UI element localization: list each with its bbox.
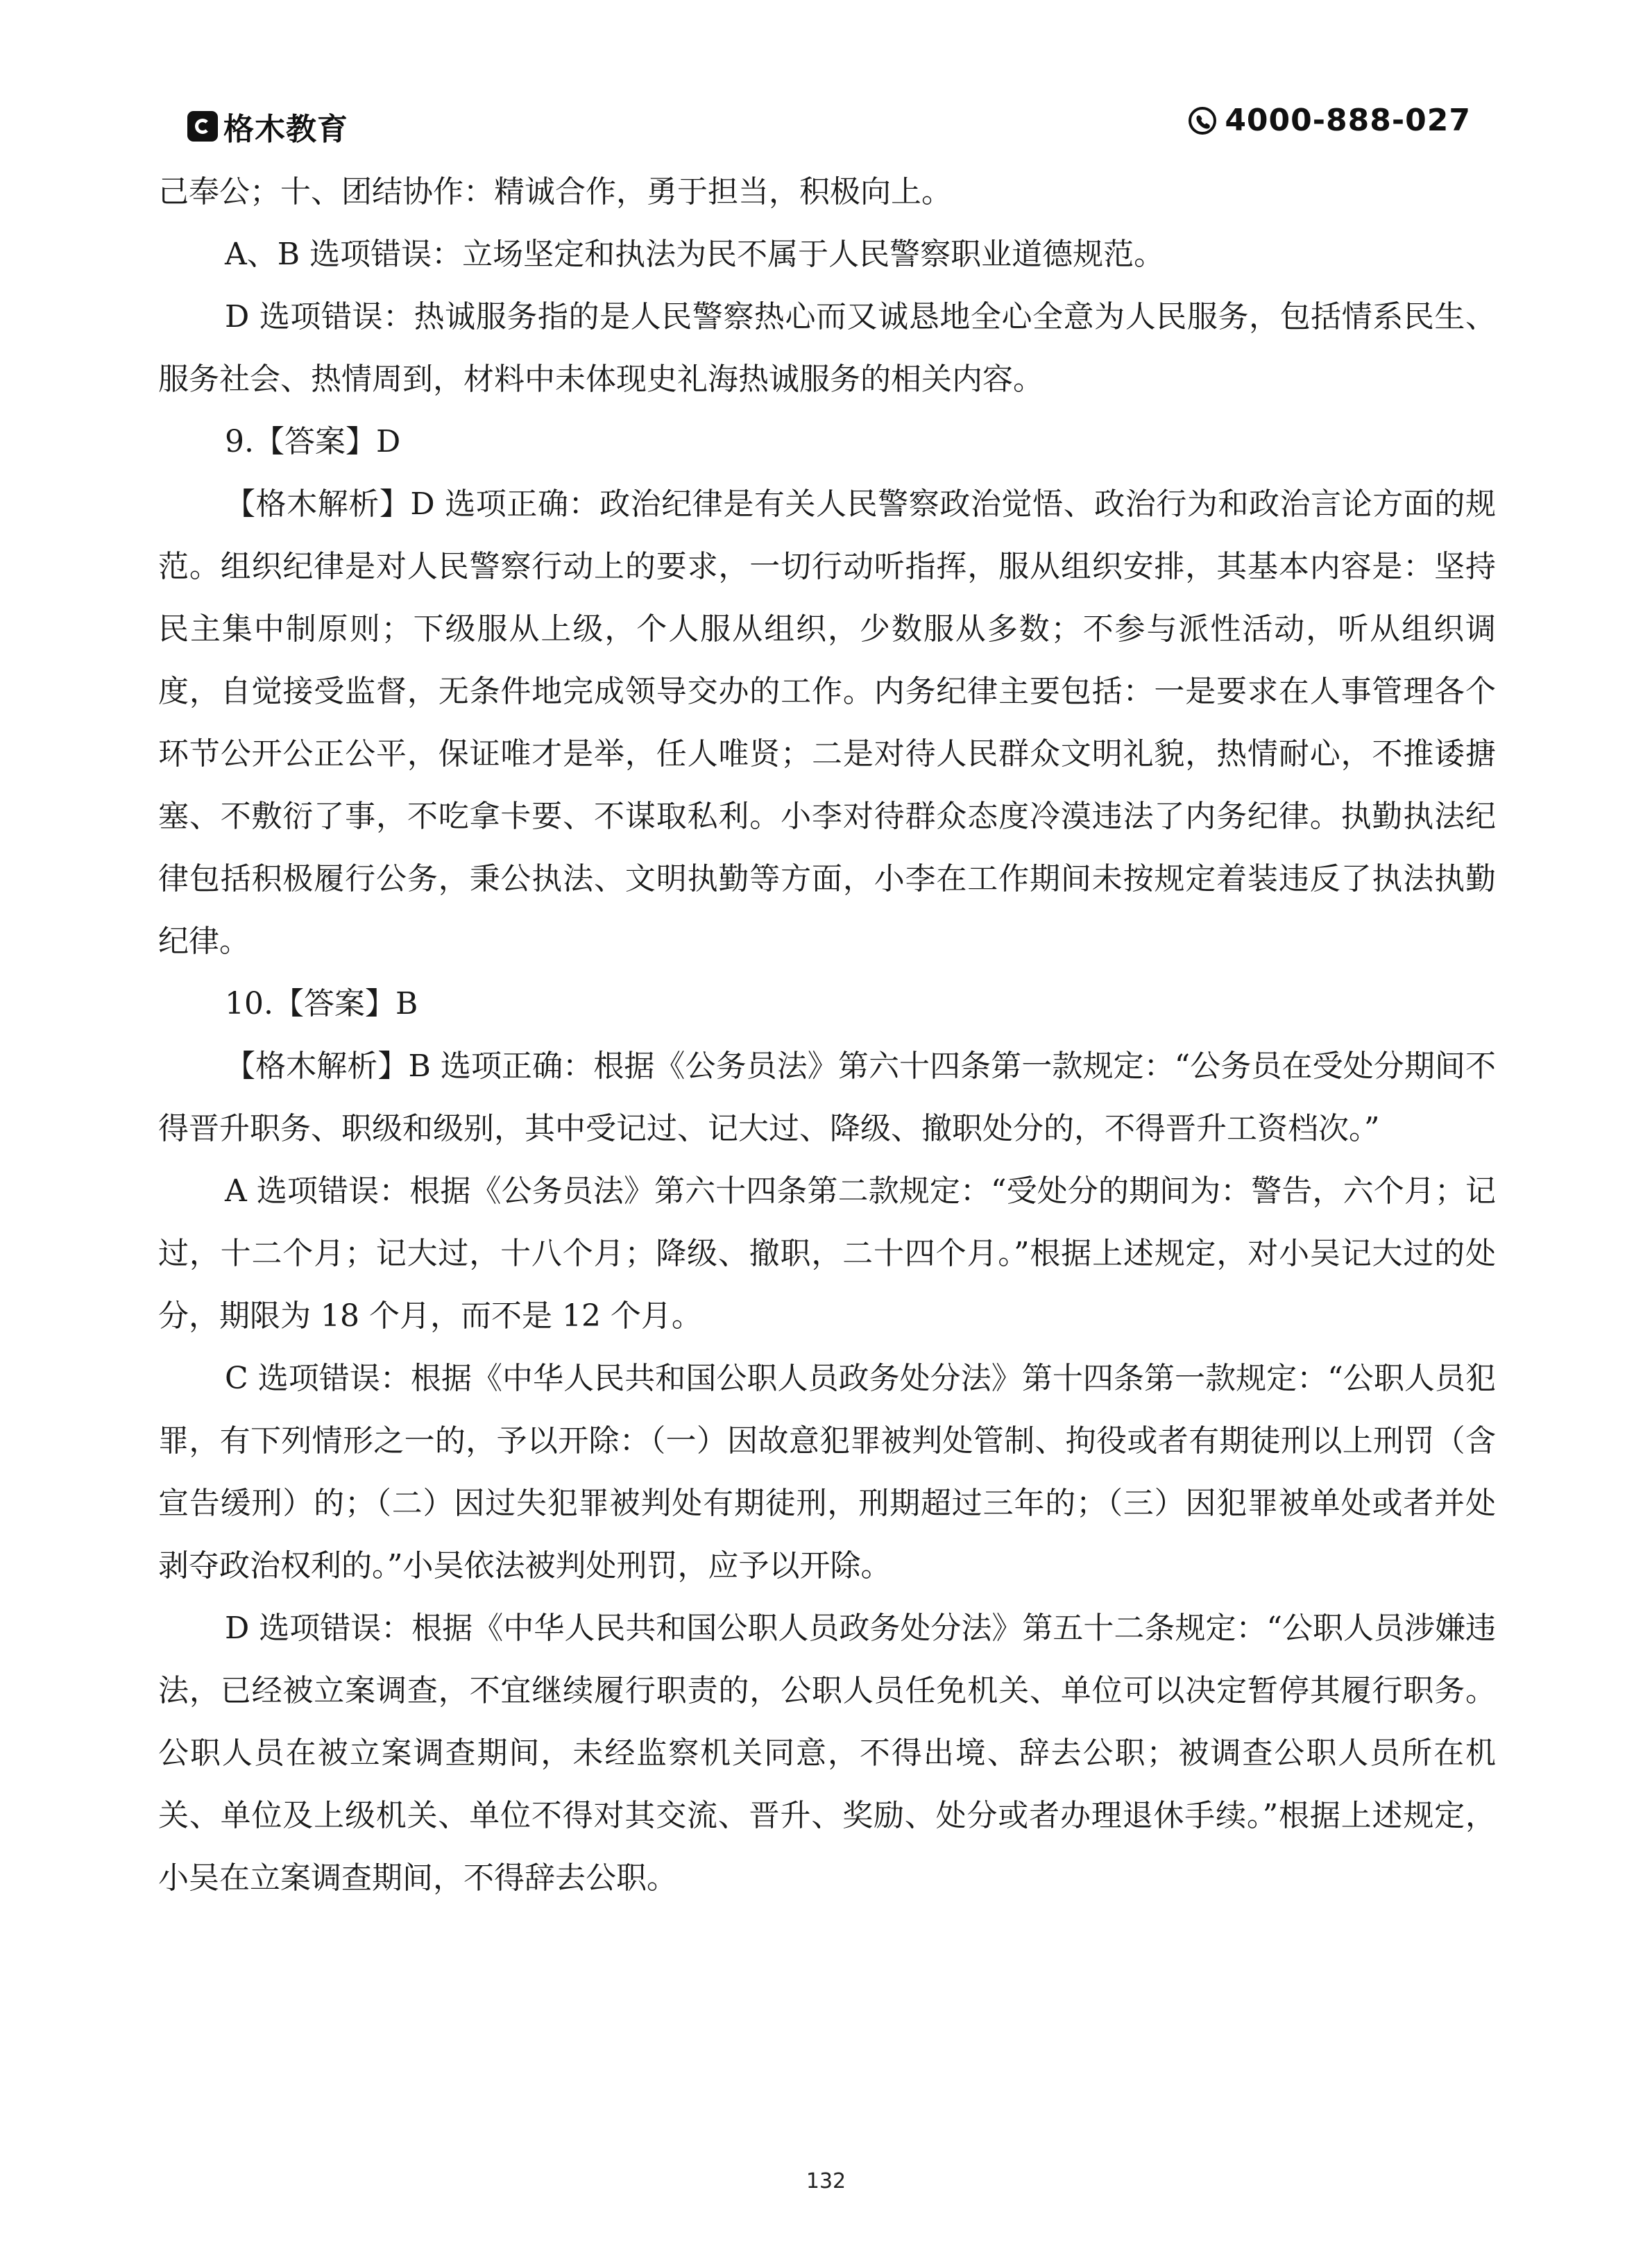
paragraph: 【格木解析】D 选项正确：政治纪律是有关人民警察政治觉悟、政治行为和政治言论方面的规范。组织纪律是对人民警察行动上的要求，一切行动听指挥，服从组织安排，其基本内容是：坚持民主集中制原则；下级服从上级，个人服从组织，少数服从多数；不参与派性活动，听从组织调度，自觉接受监督，无条件地完成领导交办的工作。内务纪律主要包括：一是要求在人事管理各个环节公开公正公平，保证唯才是举，任人唯贤；二是对待人民群众文明礼貌，热情耐心，不推诿搪塞、不敷衍了事，不吃拿卡要、不谋取私利。小李对待群众态度冷漠违法了内务纪律。执勤执法纪律包括积极履行公务，秉公执法、文明执勤等方面，小李在工作期间未按规定着装违反了执法执勤纪律。	[158, 486, 1496, 959]
paragraph: D 选项错误：热诚服务指的是人民警察热心而又诚恳地全心全意为人民服务，包括情系民生、服务社会、热情周到，材料中未体现史礼海热诚服务的相关内容。	[158, 299, 1496, 397]
paragraph: A、B 选项错误：立场坚定和执法为民不属于人民警察职业道德规范。	[225, 237, 1165, 272]
brand-logo	[187, 104, 348, 148]
paragraph: A 选项错误：根据《公务员法》第六十四条第二款规定：“受处分的期间为：警告，六个月；记过，十二个月；记大过，十八个月；降级、撤职，二十四个月。”根据上述规定，对小吴记大过的处分，期限为 18 个月，而不是 12 个月。	[158, 1173, 1496, 1334]
document-body	[158, 161, 1496, 1910]
page-number: 132	[806, 2169, 846, 2193]
paragraph: 【格木解析】B 选项正确：根据《公务员法》第六十四条第一款规定：“公务员在受处分期间不得晋升职务、职级和级别，其中受记过、记大过、降级、撤职处分的，不得晋升工资档次。”	[158, 1048, 1496, 1146]
hotline	[1187, 103, 1471, 138]
phone-icon	[1187, 105, 1218, 136]
answer-heading: 10.【答案】B	[225, 986, 418, 1021]
paragraph: 己奉公；十、团结协作：精诚合作，勇于担当，积极向上。	[158, 174, 952, 210]
page-header	[187, 97, 1471, 153]
logo-mark-icon	[187, 111, 218, 142]
hotline-number: 4000-888-027	[1225, 103, 1471, 138]
answer-heading: 9.【答案】D	[225, 424, 401, 459]
logo-text: 格木教育	[223, 112, 348, 147]
paragraph: C 选项错误：根据《中华人民共和国公职人员政务处分法》第十四条第一款规定：“公职人员犯罪，有下列情形之一的，予以开除：（一）因故意犯罪被判处管制、拘役或者有期徒刑以上刑罚（含宣告缓刑）的；（二）因过失犯罪被判处有期徒刑，刑期超过三年的；（三）因犯罪被单处或者并处剥夺政治权利的。”小吴依法被判处刑罚，应予以开除。	[158, 1361, 1496, 1583]
paragraph: D 选项错误：根据《中华人民共和国公职人员政务处分法》第五十二条规定：“公职人员涉嫌违法，已经被立案调查，不宜继续履行职责的，公职人员任免机关、单位可以决定暂停其履行职务。公职人员在被立案调查期间，未经监察机关同意，不得出境、辞去公职；被调查公职人员所在机关、单位及上级机关、单位不得对其交流、晋升、奖励、处分或者办理退休手续。”根据上述规定，小吴在立案调查期间，不得辞去公职。	[158, 1611, 1496, 1896]
